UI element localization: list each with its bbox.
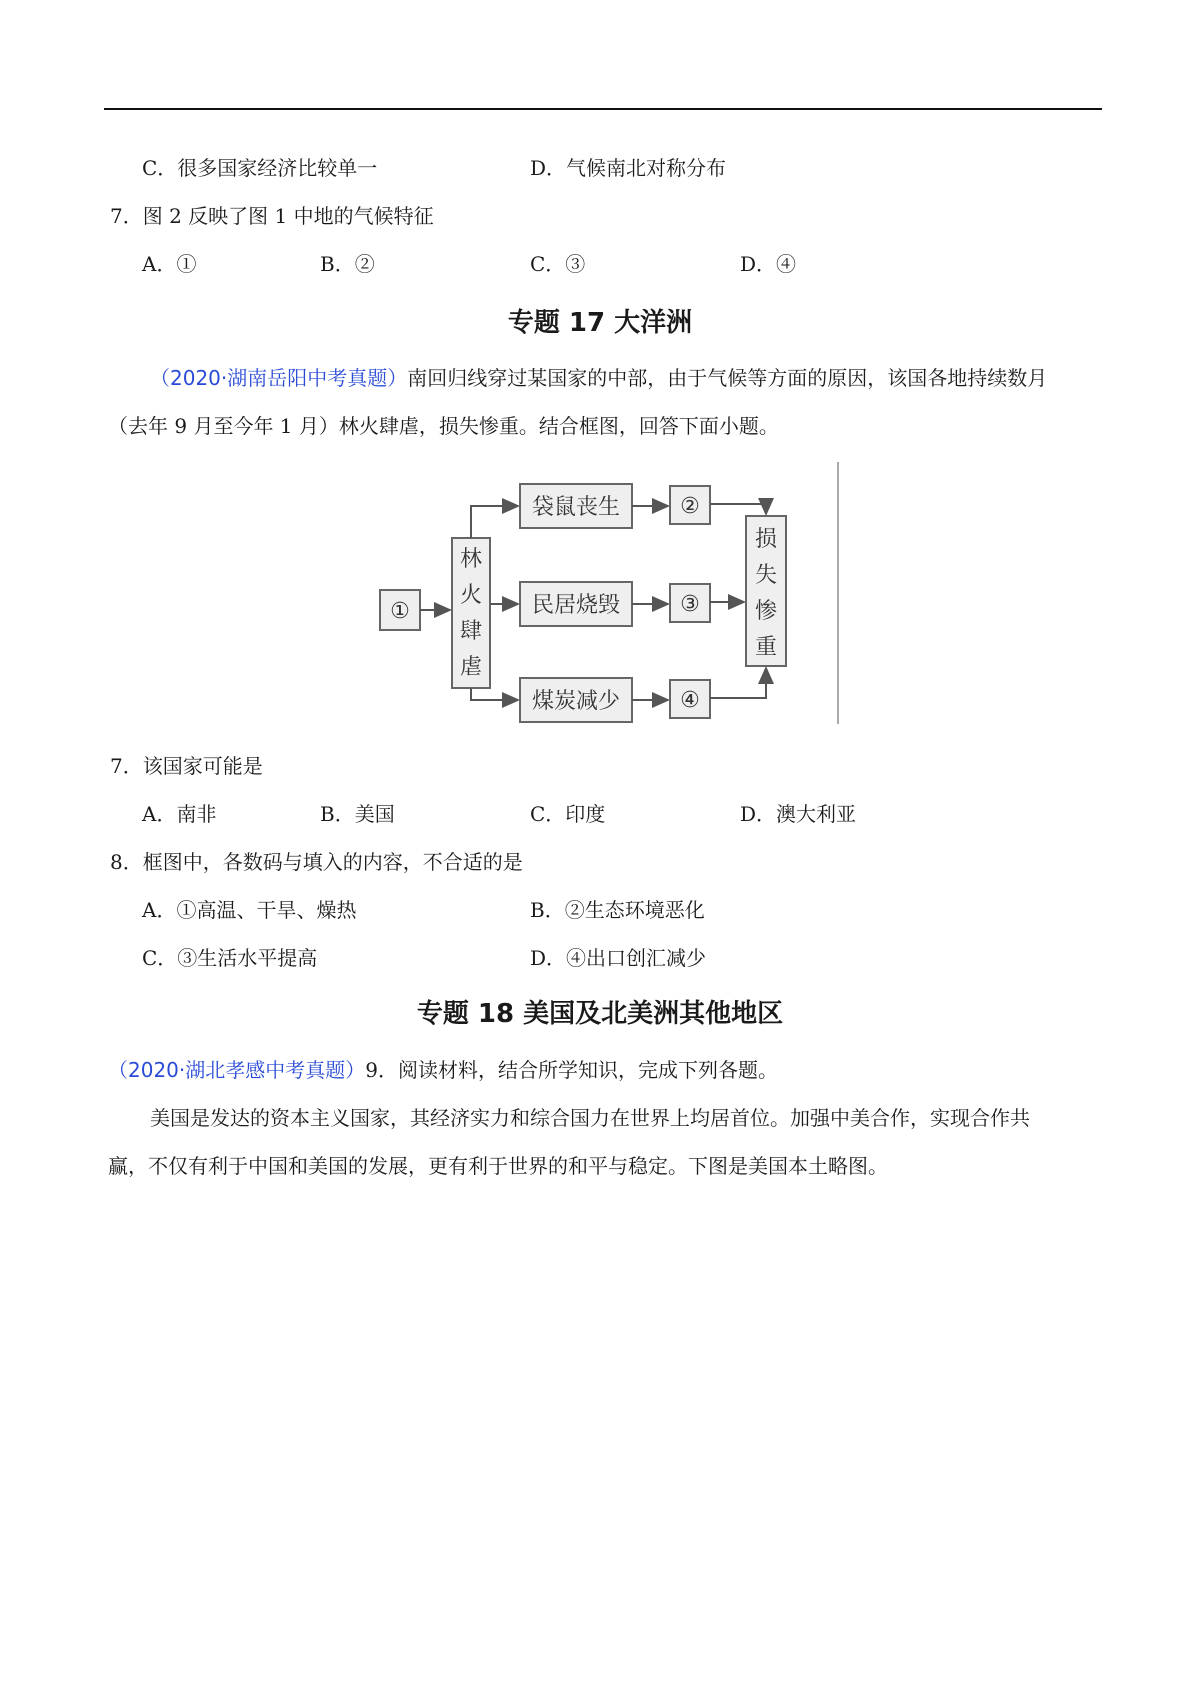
number-label-bottom: ④ — [680, 688, 700, 713]
q8-option-b: B．②生态环境恶化 — [530, 898, 705, 922]
q7-option-b: B．美国 — [320, 802, 395, 826]
middle-label-top: 袋鼠丧生 — [531, 495, 621, 520]
header-rule — [104, 108, 1102, 110]
question-7-climate: 7．图 2 反映了图 1 中地的气候特征 — [110, 204, 434, 228]
q7-option-a: A．南非 — [142, 802, 217, 826]
option-c: C．很多国家经济比较单一 — [142, 156, 378, 180]
fire-flow-diagram — [360, 462, 850, 732]
question-9-stem: 9．阅读材料，结合所学知识，完成下列各题。 — [365, 1058, 778, 1082]
source-tag: （2020·湖南岳阳中考真题） — [150, 366, 408, 390]
number-label-top: ② — [680, 494, 700, 519]
end-char-2: 失 — [754, 563, 778, 588]
center-char-3: 肆 — [459, 619, 483, 644]
option-d: D．气候南北对称分布 — [530, 156, 727, 180]
middle-label-bottom: 煤炭减少 — [531, 689, 621, 714]
q8-option-a: A．①高温、干旱、燥热 — [142, 898, 357, 922]
end-char-4: 重 — [754, 635, 778, 660]
intro-text-1: 南回归线穿过某国家的中部，由于气候等方面的原因，该国各地持续数月 — [407, 366, 1048, 390]
center-char-2: 火 — [459, 583, 483, 608]
question-9 — [108, 1056, 778, 1084]
material-line-1: 美国是发达的资本主义国家，其经济实力和综合国力在世界上均居首位。加强中美合作，实现合作共 — [150, 1106, 1030, 1130]
start-label: ① — [390, 599, 410, 624]
q7-option-c: C．印度 — [530, 802, 606, 826]
q7-climate-option-b: B．② — [320, 252, 375, 276]
q8-option-c: C．③生活水平提高 — [142, 946, 318, 970]
q8-option-d: D．④出口创汇减少 — [530, 946, 707, 970]
end-char-1: 损 — [754, 527, 778, 552]
source-tag-2: （2020·湖北孝感中考真题） — [108, 1058, 366, 1082]
middle-label-mid: 民居烧毁 — [531, 593, 621, 618]
flow-chart-svg — [360, 462, 850, 732]
material-line-2: 赢，不仅有利于中国和美国的发展，更有利于世界的和平与稳定。下图是美国本土略图。 — [108, 1154, 888, 1178]
topic-17-intro — [150, 364, 1047, 392]
end-char-3: 惨 — [754, 599, 778, 624]
q7-option-d: D．澳大利亚 — [740, 802, 857, 826]
center-char-1: 林 — [459, 547, 483, 572]
q7-climate-option-a: A．① — [142, 252, 197, 276]
q7-climate-option-d: D．④ — [740, 252, 797, 276]
q7-climate-option-c: C．③ — [530, 252, 586, 276]
question-7-country: 7．该国家可能是 — [110, 754, 263, 778]
center-char-4: 虐 — [459, 655, 483, 680]
number-label-mid: ③ — [680, 592, 700, 617]
question-8: 8．框图中，各数码与填入的内容，不合适的是 — [110, 850, 523, 874]
topic-18-title: 专题 18 美国及北美洲其他地区 — [416, 999, 784, 1029]
topic-17-intro-2: （去年 9 月至今年 1 月）林火肆虐，损失惨重。结合框图，回答下面小题。 — [108, 414, 779, 438]
topic-17-title: 专题 17 大洋洲 — [507, 308, 693, 338]
